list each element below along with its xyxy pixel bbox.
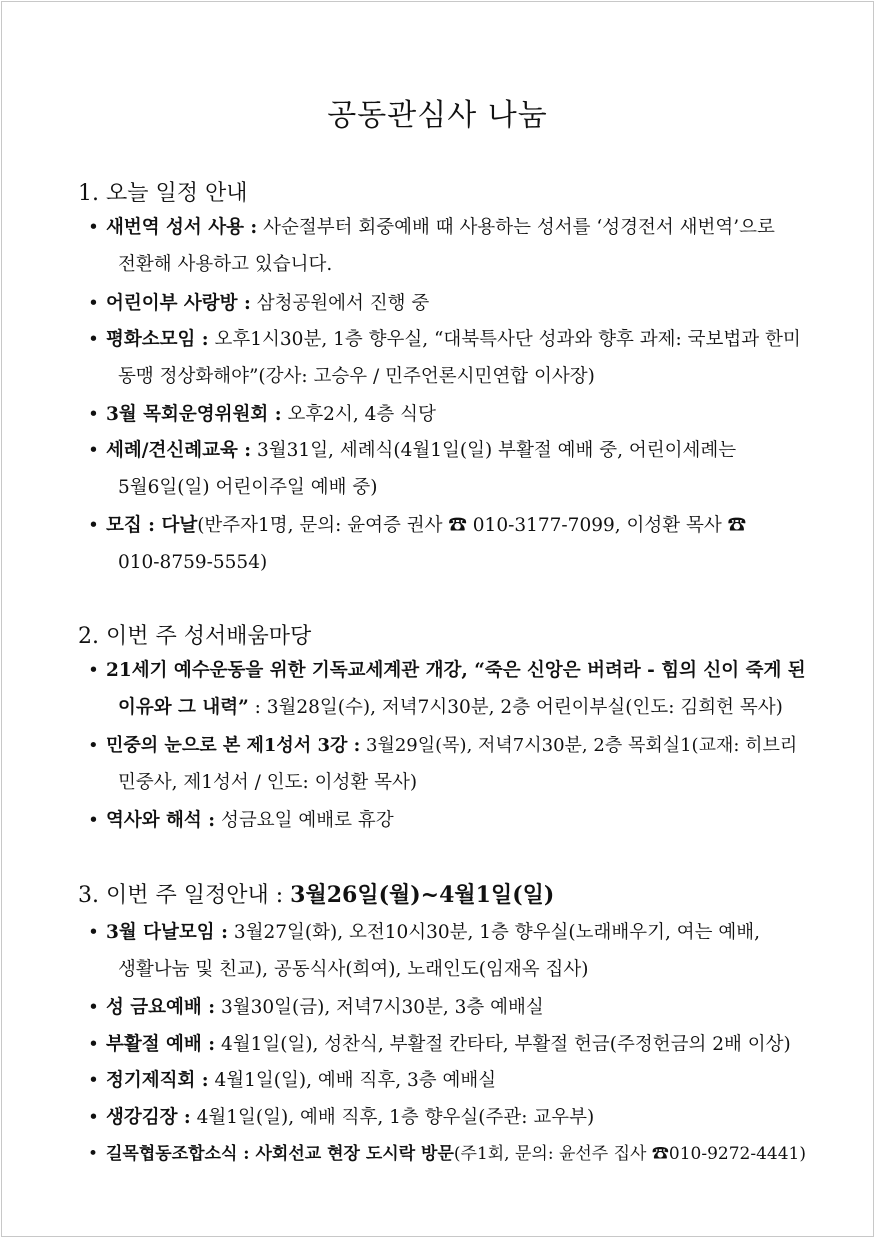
bullet: • — [88, 997, 99, 1018]
page-title: 공동관심사 나눔 — [327, 98, 548, 133]
list-item — [88, 507, 816, 581]
item-text: 3월27일(화), 오전10시30분, 1층 향우실(노래배우기, 여는 예배, — [227, 922, 760, 943]
item-continuation: 전환해 사용하고 있습니다. — [118, 254, 333, 275]
bullet: • — [88, 810, 99, 831]
bullet: • — [88, 1070, 99, 1091]
bullet: • — [88, 404, 99, 425]
item-text: 3월29일(목), 저녁7시30분, 2층 목회실1(교재: 히브리 — [360, 735, 798, 756]
item-label: 어린이부 사랑방 : — [106, 293, 251, 314]
item-label: 21세기 예수운동을 위한 기독교세계관 개강, “죽은 신앙은 버려라 - 힘의 신이 죽게 된 — [106, 660, 806, 681]
item-text: 4월1일(일), 성찬식, 부활절 칸타타, 부활절 헌금(주정헌금의 2배 이상) — [215, 1034, 791, 1055]
section-heading: 2. 이번 주 성서배움마당 — [78, 624, 312, 649]
list-item — [88, 1099, 816, 1136]
item-text: 4월1일(일), 예배 직후, 1층 향우실(주관: 교우부) — [190, 1107, 595, 1128]
item-label-continuation: 이유와 그 내력” — [118, 697, 249, 718]
list-item — [88, 914, 816, 988]
bullet: • — [88, 217, 99, 238]
section-heading — [78, 878, 554, 909]
bullet: • — [88, 1034, 99, 1055]
list-item — [88, 1062, 816, 1099]
list-item — [88, 989, 816, 1026]
item-text: 4월1일(일), 예배 직후, 3층 예배실 — [208, 1070, 497, 1091]
list-item — [88, 285, 816, 322]
list-item — [88, 321, 816, 395]
list-item — [88, 802, 816, 839]
list-item — [88, 209, 816, 283]
item-text: 3월30일(금), 저녁7시30분, 3층 예배실 — [215, 997, 544, 1018]
item-label: 생강김장 : — [106, 1107, 191, 1128]
item-continuation: 5월6일(일) 어린이주일 예배 중) — [118, 477, 378, 498]
item-continuation: 010-8759-5554) — [118, 552, 268, 573]
item-label: 새번역 성서 사용 : — [106, 217, 258, 238]
item-label: 민중의 눈으로 본 제1성서 3강 : — [106, 735, 361, 756]
item-continuation: 민중사, 제1성서 / 인도: 이성환 목사) — [118, 772, 418, 793]
item-label: 모집 : 다날 — [106, 515, 198, 536]
item-text: 오후2시, 4층 식당 — [281, 404, 436, 425]
item-label: 3월 다날모임 : — [106, 922, 228, 943]
item-label: 3월 목회운영위원회 : — [106, 404, 282, 425]
bullet: • — [88, 735, 99, 756]
item-text: 사순절부터 회중예배 때 사용하는 성서를 ‘성경전서 새번역’으로 — [257, 217, 775, 238]
list-item — [88, 727, 816, 801]
list-item — [88, 432, 816, 506]
item-label: 길목협동조합소식 : 사회선교 현장 도시락 방문 — [106, 1144, 454, 1164]
item-label: 평화소모임 : — [106, 329, 209, 350]
item-label: 세례/견신례교육 : — [106, 440, 252, 461]
section-heading-dates: 3월26일(월)~4월1일(일) — [290, 882, 555, 908]
item-continuation: 동맹 정상화해야”(강사: 고승우 / 민주언론시민연합 이사장) — [118, 366, 595, 387]
item-text: 3월31일, 세례식(4월1일(일) 부활절 예배 중, 어린이세례는 — [251, 440, 737, 461]
list-item — [88, 396, 816, 433]
item-text: 성금요일 예배로 휴강 — [215, 810, 394, 831]
section-heading: 1. 오늘 일정 안내 — [78, 181, 248, 206]
item-label: 역사와 해석 : — [106, 810, 216, 831]
item-label: 정기제직회 : — [106, 1070, 209, 1091]
list-item — [88, 652, 816, 726]
item-continuation: : 3월28일(수), 저녁7시30분, 2층 어린이부실(인도: 김희헌 목사) — [248, 697, 783, 718]
bullet: • — [88, 329, 99, 350]
bullet: • — [88, 1107, 99, 1128]
bullet: • — [88, 515, 99, 536]
section-heading-text: 3. 이번 주 일정안내 : — [78, 883, 284, 908]
item-continuation: 생활나눔 및 친교), 공동식사(희여), 노래인도(임재옥 집사) — [118, 959, 589, 980]
bullet: • — [88, 660, 99, 681]
item-text: 삼청공원에서 진행 중 — [250, 293, 430, 314]
bullet: • — [88, 293, 99, 314]
bullet: • — [88, 440, 99, 461]
item-label: 부활절 예배 : — [106, 1034, 216, 1055]
item-text: 오후1시30분, 1층 향우실, “대북특사단 성과와 향후 과제: 국보법과 한미 — [208, 329, 801, 350]
document-page — [1, 1, 874, 1237]
item-label: 성 금요예배 : — [106, 997, 216, 1018]
list-item — [88, 1136, 816, 1173]
list-item — [88, 1026, 816, 1063]
item-text: (반주자1명, 문의: 윤여증 권사 ☎ 010-3177-7099, 이성환 목사 ☎ — [197, 515, 747, 536]
item-text: (주1회, 문의: 윤선주 집사 ☎010-9272-4441) — [453, 1144, 806, 1164]
bullet: • — [88, 922, 99, 943]
bullet: • — [88, 1144, 99, 1164]
